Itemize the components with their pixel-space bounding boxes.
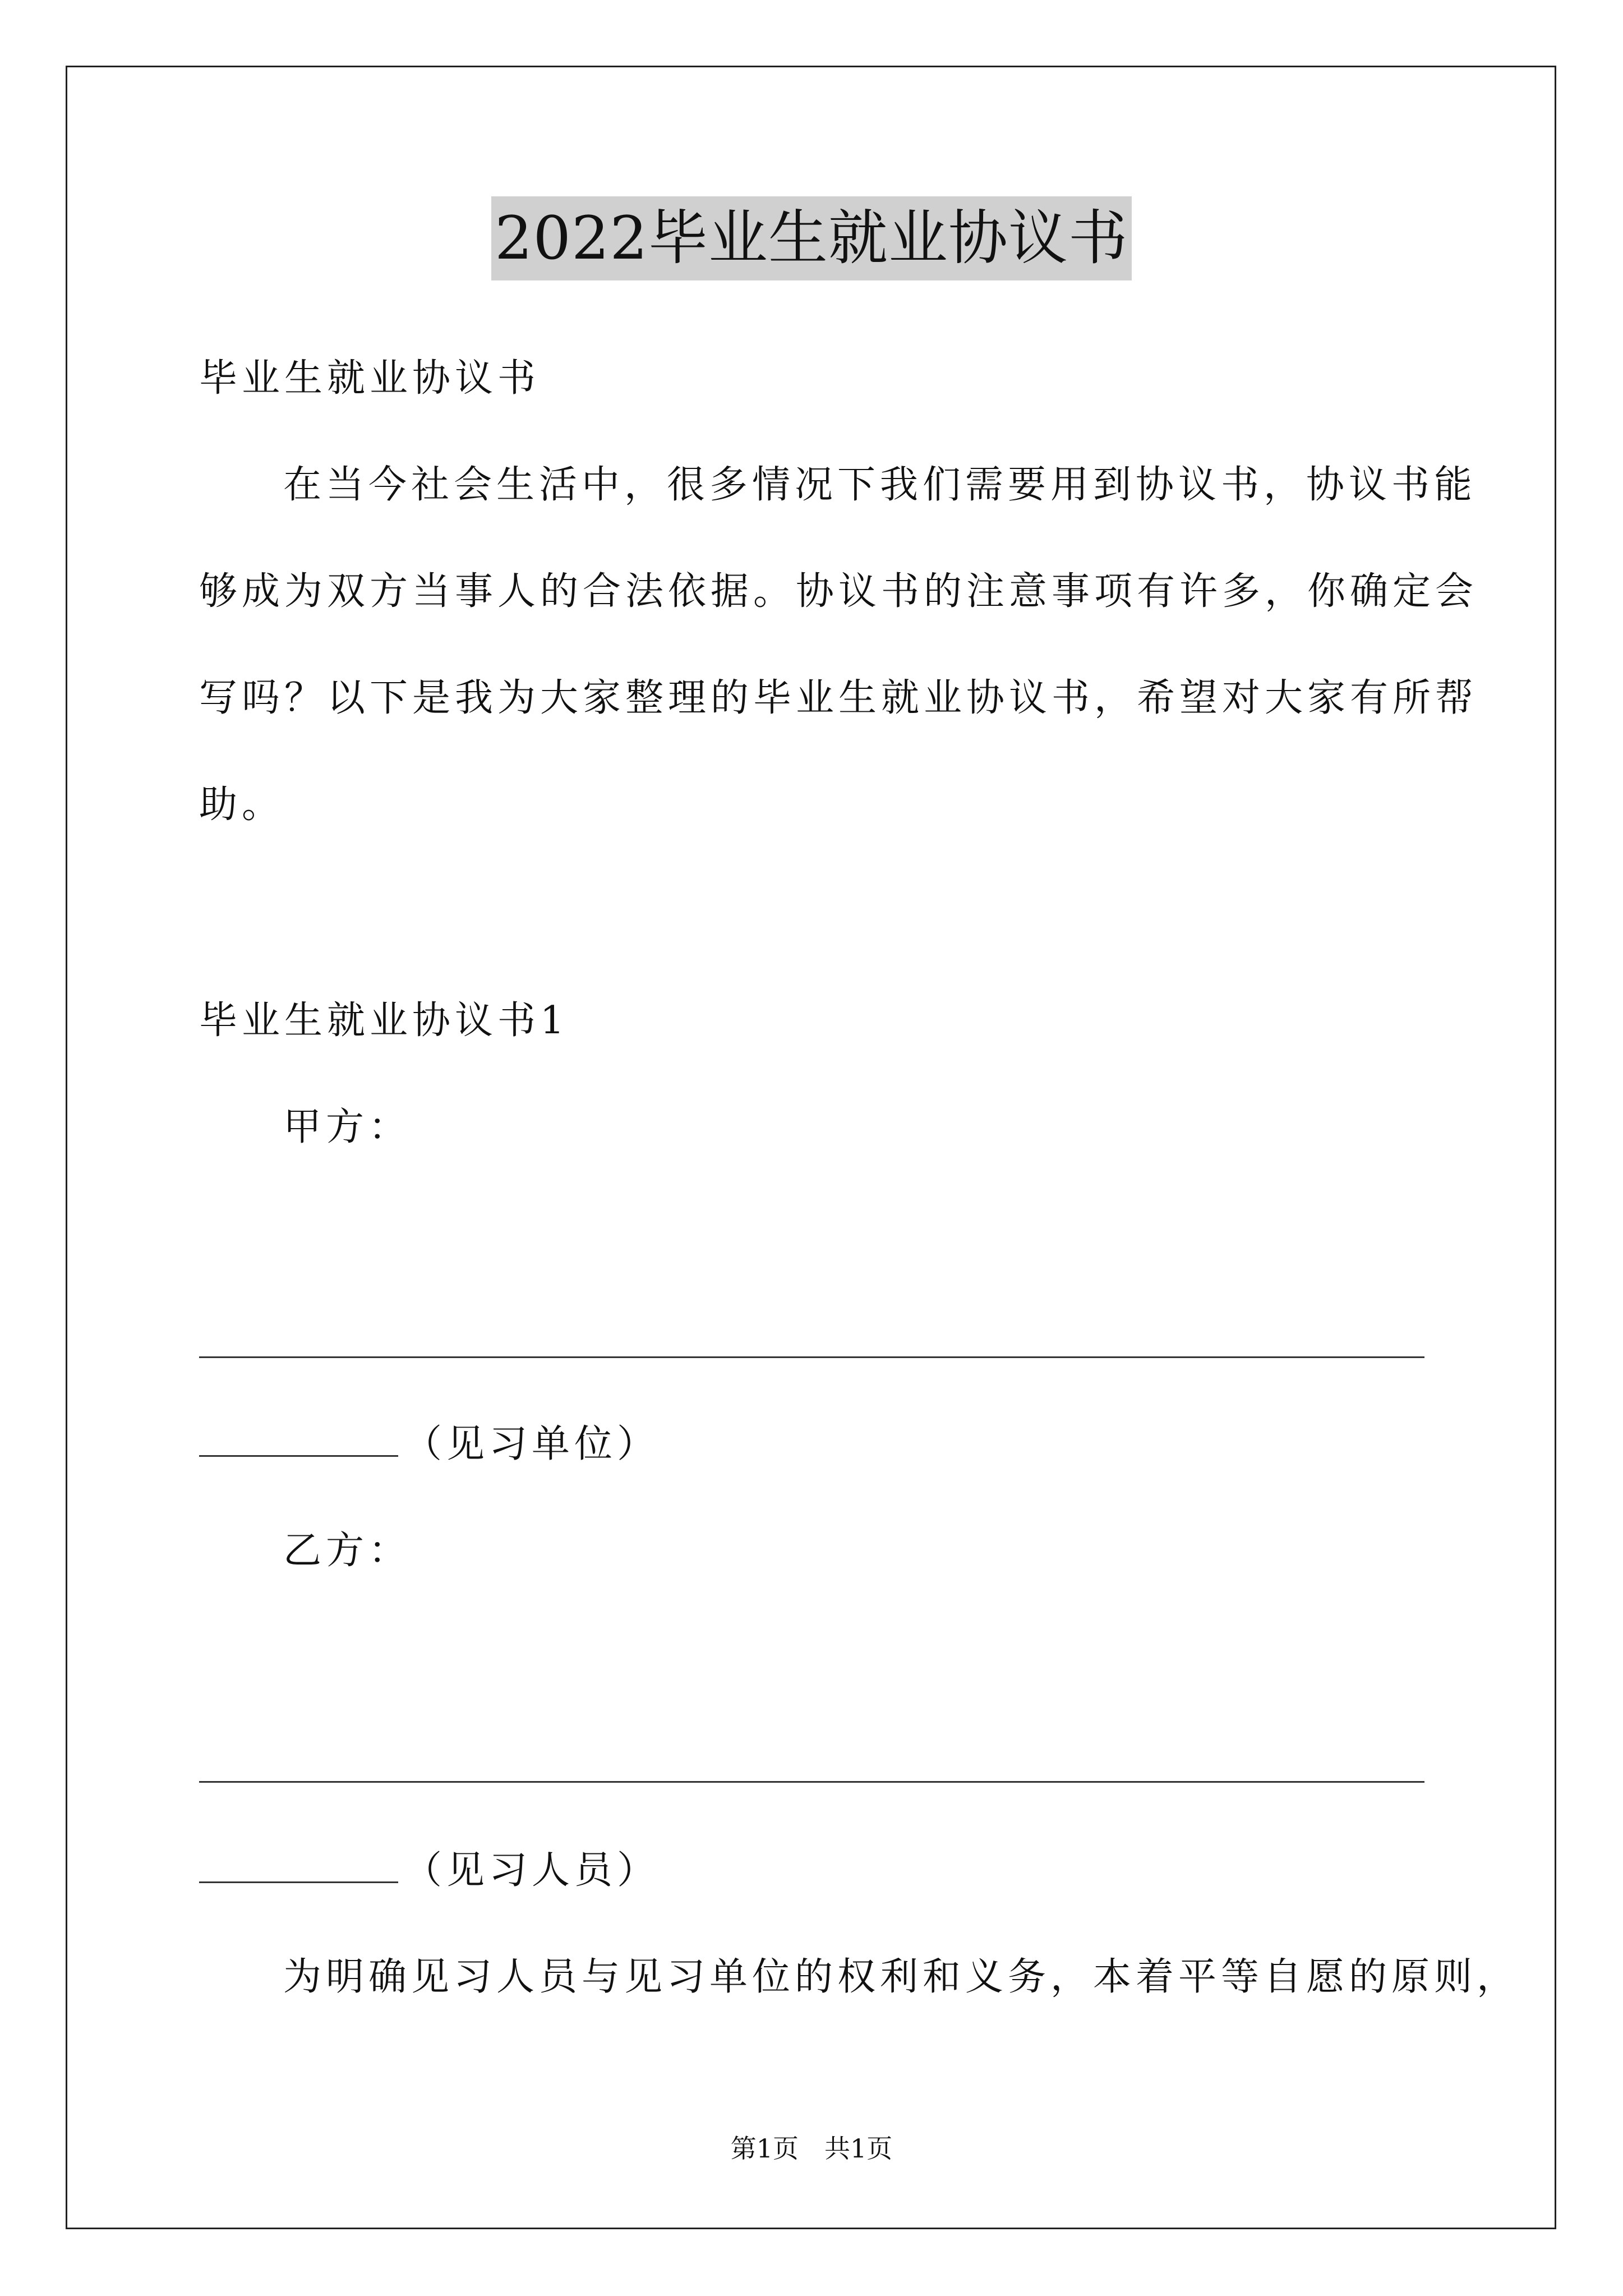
document-subtitle: 毕业生就业协议书	[199, 356, 541, 401]
document-title: 2022毕业生就业协议书	[491, 196, 1132, 280]
intro-line-4: 助。	[199, 783, 285, 827]
intro-line-3: 写吗？以下是我为大家整理的毕业生就业协议书，希望对大家有所帮	[199, 676, 1478, 720]
party-a-name-blank	[199, 1423, 398, 1457]
party-b-role: （见习人员）	[404, 1848, 660, 1893]
title-container	[0, 196, 1623, 280]
party-b-role-row	[199, 1846, 660, 1896]
section-heading: 毕业生就业协议书1	[199, 999, 569, 1043]
party-a-role-row	[199, 1419, 660, 1470]
party-b-name-blank	[199, 1849, 398, 1883]
intro-line-2: 够成为双方当事人的合法依据。协议书的注意事项有许多，你确定会	[199, 569, 1478, 614]
party-a-role: （见习单位）	[404, 1422, 660, 1466]
party-b-fill-line	[199, 1781, 1424, 1783]
intro-line-1: 在当今社会生活中，很多情况下我们需要用到协议书，协议书能	[283, 463, 1477, 507]
body-paragraph-line: 为明确见习人员与见习单位的权利和义务，本着平等自愿的原则，	[283, 1955, 1520, 1999]
page-footer: 第1页 共1页	[730, 2133, 893, 2164]
party-a-label: 甲方：	[283, 1105, 412, 1149]
party-a-fill-line	[199, 1356, 1424, 1358]
party-b-label: 乙方：	[283, 1529, 412, 1573]
